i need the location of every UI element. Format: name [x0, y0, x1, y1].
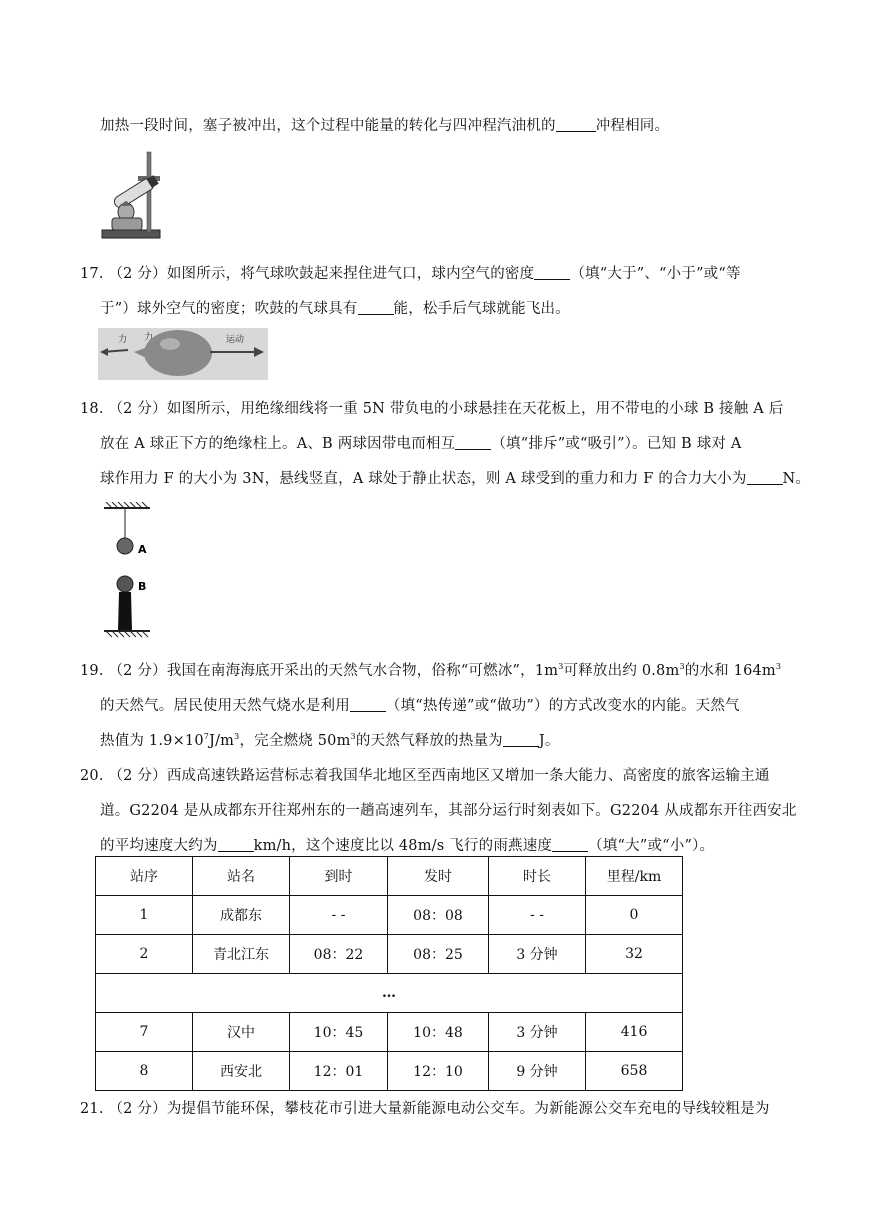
question-number: 17. — [80, 266, 104, 282]
table-row — [96, 935, 683, 974]
q19-text: 可释放出约 0.8m — [563, 663, 680, 679]
q20-text: km/h，这个速度比以 48m/s 飞行的雨燕速度 — [253, 838, 553, 854]
table-header-cell: 发时 — [388, 857, 489, 896]
train-timetable — [95, 856, 683, 1091]
q18-line2 — [100, 432, 742, 453]
q19-text: J/m — [209, 733, 235, 749]
q18-blank2 — [747, 470, 783, 485]
q19-text: （2 分）我国在南海海底开采出的天然气水合物，俗称“可燃冰”，1m — [108, 663, 559, 679]
q17-blank2 — [358, 300, 394, 315]
q19-text: 的水和 164m — [684, 663, 776, 679]
table-row — [96, 896, 683, 935]
table-cell: 汉中 — [193, 1013, 290, 1052]
table-header-row — [96, 857, 683, 896]
table-cell: 12：10 — [388, 1052, 489, 1091]
table-cell: 2 — [96, 935, 193, 974]
q19-line1 — [80, 659, 781, 680]
table-cell: 12：01 — [290, 1052, 388, 1091]
table-cell: 416 — [586, 1013, 683, 1052]
q17-blank1 — [534, 265, 570, 280]
q18-text: 放在 A 球正下方的绝缘柱上。A、B 两球因带电而相互 — [100, 436, 456, 452]
table-row — [96, 1052, 683, 1091]
q20-text: 的平均速度大约为 — [100, 838, 218, 854]
q19-text: ，完全燃烧 50m — [239, 733, 351, 749]
q19-sup: 3 — [350, 732, 356, 741]
q16-text-a: 加热一段时间，塞子被冲出，这个过程中能量的转化与四冲程汽油机的 — [100, 118, 556, 134]
table-cell: 成都东 — [193, 896, 290, 935]
q16-line — [100, 114, 669, 135]
table-cell: 3 分钟 — [489, 1013, 586, 1052]
q19-text: 的天然气释放的热量为 — [355, 733, 503, 749]
table-cell: 青北江东 — [193, 935, 290, 974]
q20-line2 — [100, 799, 797, 820]
q19-text: 热值为 1.9×10 — [100, 733, 204, 749]
table-ellipsis-row — [96, 974, 683, 1013]
q17-text: 能，松手后气球就能飞出。 — [393, 301, 570, 317]
q17-line2 — [100, 297, 570, 318]
table-cell: - - — [290, 896, 388, 935]
table-cell: 西安北 — [193, 1052, 290, 1091]
q17-text: （2 分）如图所示，将气球吹鼓起来捏住进气口，球内空气的密度 — [108, 266, 535, 282]
q17-text: 于”）球外空气的密度；吹鼓的气球具有 — [100, 301, 358, 317]
question-number: 19. — [80, 663, 104, 679]
q19-sup: 3 — [775, 662, 782, 671]
q18-blank1 — [455, 435, 491, 450]
q18-text: 球作用力 F 的大小为 3N，悬线竖直，A 球处于静止状态，则 A 球受到的重力和力 F 的合力大小为 — [100, 471, 747, 487]
table-header-cell: 到时 — [290, 857, 388, 896]
table-cell: 10：45 — [290, 1013, 388, 1052]
q21-line1 — [80, 1097, 770, 1118]
q20-text: （填“大”或“小”）。 — [588, 838, 715, 854]
q19-blank1 — [350, 697, 386, 712]
table-cell: 08：25 — [388, 935, 489, 974]
q18-line1 — [80, 397, 783, 418]
q18-text: （填“排斥”或“吸引”）。已知 B 球对 A — [491, 436, 742, 452]
balloon-figure — [98, 328, 268, 380]
table-cell: 658 — [586, 1052, 683, 1091]
fig17-label-motion: 运动 — [226, 335, 245, 345]
q20-text: 道。G2204 是从成都东开往郑州东的一趟高速列车，其部分运行时刻表如下。G2204 从成都东开往西安北 — [100, 803, 797, 819]
test-tube-figure — [100, 150, 170, 242]
q19-text: 的天然气。居民使用天然气烧水是利用 — [100, 698, 350, 714]
table-cell: 3 分钟 — [489, 935, 586, 974]
table-cell: 8 — [96, 1052, 193, 1091]
q18-text: N。 — [782, 471, 811, 487]
table-cell: 1 — [96, 896, 193, 935]
table-ellipsis: … — [96, 974, 683, 1013]
q19-sup: 3 — [558, 662, 564, 671]
question-number: 18. — [80, 401, 104, 417]
table-header-cell: 站序 — [96, 857, 193, 896]
ball-b-label: B — [138, 580, 147, 593]
table-cell: 0 — [586, 896, 683, 935]
q16-blank — [556, 117, 596, 132]
table-cell: 32 — [586, 935, 683, 974]
table-header-cell: 里程/km — [586, 857, 683, 896]
q19-blank2 — [503, 732, 539, 747]
table-header-cell: 站名 — [193, 857, 290, 896]
question-number: 20. — [80, 768, 104, 784]
charged-balls-figure — [100, 502, 160, 640]
table-cell: 10：48 — [388, 1013, 489, 1052]
q17-line1 — [80, 262, 741, 283]
q19-sup: 3 — [679, 662, 685, 671]
table-cell: 9 分钟 — [489, 1052, 586, 1091]
q20-blank1 — [218, 837, 254, 852]
fig17-label-force1: 力 — [118, 335, 128, 345]
q17-text: （填“大于”、“小于”或“等 — [570, 266, 741, 282]
table-header-cell: 时长 — [489, 857, 586, 896]
q19-line3 — [100, 729, 560, 750]
q20-line1 — [80, 764, 770, 785]
q20-line3 — [100, 834, 714, 855]
q16-text-b: 冲程相同。 — [595, 118, 670, 134]
fig17-label-force2: 力 — [144, 333, 154, 343]
q18-text: （2 分）如图所示，用绝缘细线将一重 5N 带负电的小球悬挂在天花板上，用不带电的小球 B 接触 A 后 — [108, 401, 784, 417]
table-row — [96, 1013, 683, 1052]
table-cell: 7 — [96, 1013, 193, 1052]
table-cell: - - — [489, 896, 586, 935]
q18-line3 — [100, 467, 810, 488]
q20-blank2 — [552, 837, 588, 852]
q19-text: J。 — [538, 733, 560, 749]
q19-line2 — [100, 694, 740, 715]
q19-sup: 3 — [234, 732, 240, 741]
ball-a-label: A — [138, 543, 147, 556]
q19-text: （填“热传递”或“做功”）的方式改变水的内能。天然气 — [385, 698, 740, 714]
q20-text: （2 分）西成高速铁路运营标志着我国华北地区至西南地区又增加一条大能力、高密度的旅客运输主通 — [108, 768, 770, 784]
table-cell: 08：08 — [388, 896, 489, 935]
q19-sup: 7 — [203, 732, 210, 741]
question-number: 21. — [80, 1101, 104, 1117]
table-cell: 08：22 — [290, 935, 388, 974]
q21-text: （2 分）为提倡节能环保，攀枝花市引进大量新能源电动公交车。为新能源公交车充电的导线较粗是为 — [108, 1101, 770, 1117]
